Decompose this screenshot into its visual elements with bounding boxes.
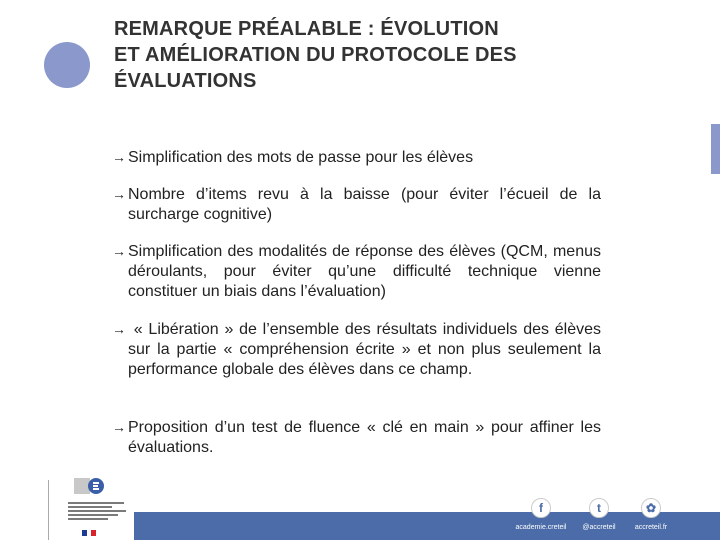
website-link[interactable] bbox=[621, 498, 681, 531]
arrow-icon: → bbox=[112, 321, 126, 337]
bullet-item bbox=[112, 147, 601, 168]
title-line-3: ÉVALUATIONS bbox=[114, 70, 257, 92]
web-icon: ✿ bbox=[641, 498, 661, 518]
slide-title bbox=[114, 16, 634, 94]
twitter-label: @accreteil bbox=[582, 524, 616, 531]
decorative-circle bbox=[44, 42, 90, 88]
facebook-label: academie.creteil bbox=[515, 524, 567, 531]
bullet-text: Simplification des modalités de réponse des élèves (QCM, menus déroulants, pour éviter qu’une difficulté technique vienne constituer un biais dans l’évaluation) bbox=[128, 243, 601, 300]
arrow-icon: → bbox=[112, 149, 126, 165]
academy-logo-icon bbox=[74, 474, 104, 498]
facebook-icon: f bbox=[531, 498, 551, 518]
bullet-item bbox=[112, 241, 601, 302]
bullet-item bbox=[112, 184, 601, 225]
twitter-link[interactable] bbox=[569, 498, 629, 531]
title-line-2: ET AMÉLIORATION DU PROTOCOLE DES bbox=[114, 44, 517, 66]
arrow-icon: → bbox=[112, 186, 126, 202]
french-flag-icon bbox=[82, 530, 96, 536]
title-line-1: REMARQUE PRÉALABLE : ÉVOLUTION bbox=[114, 18, 499, 40]
footer-divider bbox=[48, 480, 49, 540]
bullet-item bbox=[112, 417, 601, 458]
bullet-text: Nombre d’items revu à la baisse (pour éviter l’écueil de la surcharge cognitive) bbox=[128, 186, 601, 223]
bullet-item bbox=[112, 319, 601, 380]
facebook-link[interactable] bbox=[511, 498, 571, 531]
decorative-side-tab bbox=[711, 124, 720, 174]
website-label: accreteil.fr bbox=[634, 524, 668, 531]
ministry-logo bbox=[64, 472, 134, 538]
arrow-icon: → bbox=[112, 419, 126, 435]
arrow-icon: → bbox=[112, 243, 126, 259]
bullet-text: Simplification des mots de passe pour les élèves bbox=[128, 149, 474, 166]
ministry-name-block bbox=[68, 500, 128, 530]
bullet-text: Proposition d’un test de fluence « clé en main » pour affiner les évaluations. bbox=[128, 419, 601, 456]
bullet-text: « Libération » de l’ensemble des résultats individuels des élèves sur la partie « compréhension écrite » et non plus seulement la performance globale des élèves dans ce champ. bbox=[128, 321, 601, 378]
twitter-icon: t bbox=[589, 498, 609, 518]
